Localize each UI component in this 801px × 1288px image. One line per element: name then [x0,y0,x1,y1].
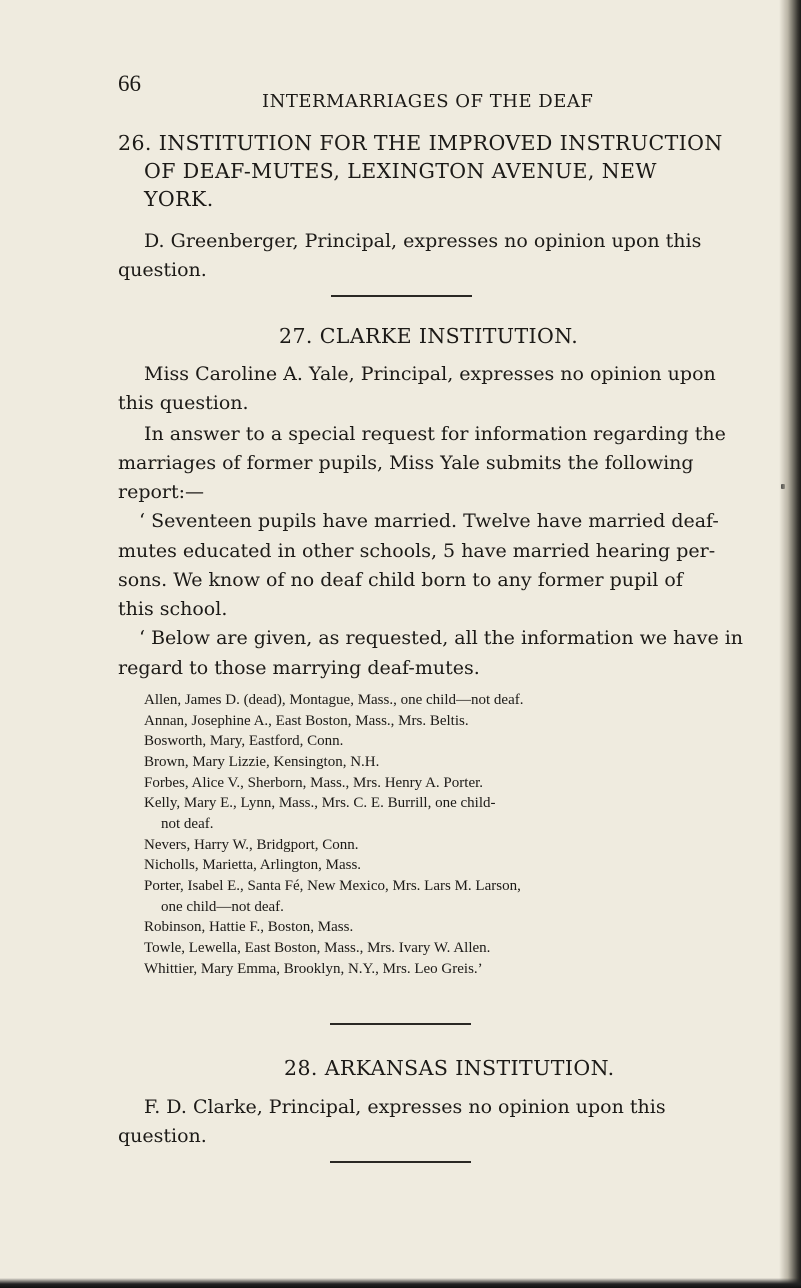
pupil-list-entry: Forbes, Alice V., Sherborn, Mass., Mrs. Henry A. Porter. [144,775,484,791]
page-bottom-shadow [0,1278,801,1288]
section-26-body-line-1: D. Greenberger, Principal, expresses no opinion upon this [144,230,702,252]
pupil-list-entry: Brown, Mary Lizzie, Kensington, N.H. [144,754,380,770]
section-27-body-line: Miss Caroline A. Yale, Principal, expresses no opinion upon [144,363,716,385]
pupil-list-entry: Annan, Josephine A., East Boston, Mass., Mrs. Beltis. [144,713,469,729]
section-26-heading-line-2: OF DEAF-MUTES, LEXINGTON AVENUE, NEW [144,159,657,183]
section-27-body-line: marriages of former pupils, Miss Yale submits the following [118,452,694,474]
pupil-list-entry: Towle, Lewella, East Boston, Mass., Mrs. Ivary W. Allen. [144,940,491,956]
pupil-list-entry: Kelly, Mary E., Lynn, Mass., Mrs. C. E. Burrill, one child- [144,795,496,811]
pupil-list-entry: Porter, Isabel E., Santa Fé, New Mexico, Mrs. Lars M. Larson, [144,878,521,894]
pupil-list-entry: one child—not deaf. [161,899,284,915]
pupil-list-entry: Robinson, Hattie F., Boston, Mass. [144,919,354,935]
pupil-list-entry: Bosworth, Mary, Eastford, Conn. [144,733,344,749]
section-27-body-line: mutes educated in other schools, 5 have married hearing per- [118,540,716,562]
running-title: INTERMARRIAGES OF THE DEAF [262,91,594,112]
pupil-list-entry: Allen, James D. (dead), Montague, Mass., one child—not deaf. [144,692,524,708]
section-26-heading-line-1: 26. INSTITUTION FOR THE IMPROVED INSTRUCTION [118,131,723,155]
page-number: 66 [118,71,141,96]
section-26-heading-line-3: YORK. [144,187,214,211]
page-binding-shadow [779,0,801,1288]
section-27-body-line: regard to those marrying deaf-mutes. [118,657,480,679]
section-27-body-line: report:— [118,481,205,503]
section-28-heading: 28. ARKANSAS INSTITUTION. [284,1056,615,1080]
section-27-heading: 27. CLARKE INSTITUTION. [279,324,579,348]
section-divider [330,1161,471,1163]
section-divider [330,1023,471,1025]
section-27-body-line: this school. [118,598,228,620]
pupil-list-entry: not deaf. [161,816,214,832]
pupil-list-entry: Nevers, Harry W., Bridgport, Conn. [144,837,359,853]
pupil-list-entry: Whittier, Mary Emma, Brooklyn, N.Y., Mrs. Leo Greis.’ [144,961,483,977]
section-27-body-line: this question. [118,392,249,414]
pupil-list-entry: Nicholls, Marietta, Arlington, Mass. [144,857,362,873]
section-26-body-line-2: question. [118,259,207,281]
section-27-body-line: ‘ Below are given, as requested, all the information we have in [139,627,744,649]
section-27-body-line: sons. We know of no deaf child born to any former pupil of [118,569,683,591]
section-divider [331,295,472,297]
section-27-body-line: ‘ Seventeen pupils have married. Twelve have married deaf- [139,510,719,532]
section-27-body-line: In answer to a special request for information regarding the [144,423,726,445]
section-28-body-line-1: F. D. Clarke, Principal, expresses no opinion upon this [144,1096,666,1118]
section-28-body-line-2: question. [118,1125,207,1147]
